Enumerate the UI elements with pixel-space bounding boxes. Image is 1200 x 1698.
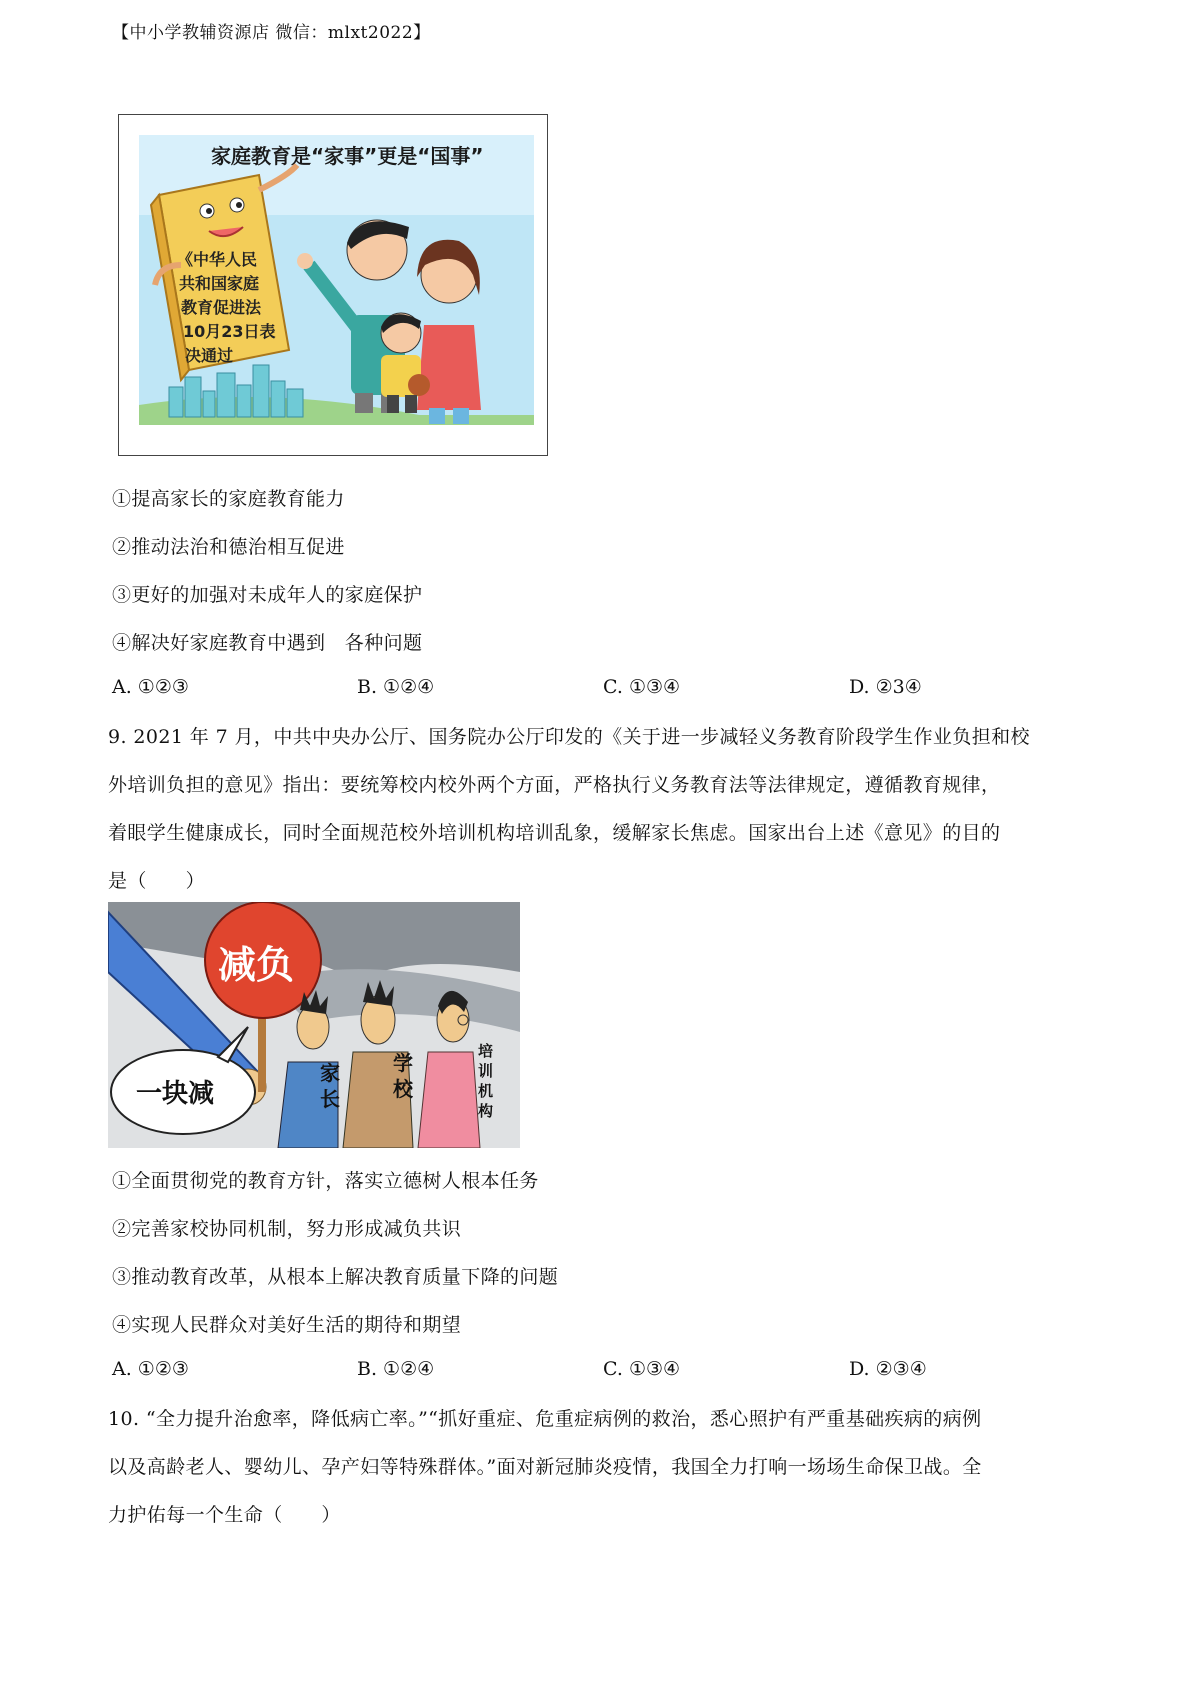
q9-statement-4: ④实现人民群众对美好生活的期待和期望	[112, 1314, 462, 1336]
book-line-1: 《中华人民	[177, 250, 258, 269]
q8-option-c[interactable]: C. ①③④	[603, 676, 681, 698]
book-line-3: 教育促进法	[181, 298, 262, 317]
q9-stem-line-4: 是（ ）	[108, 870, 206, 892]
q9-stem-line-2: 外培训负担的意见》指出：要统筹校内校外两个方面，严格执行义务教育法等法律规定，遵循教育规律，	[108, 774, 1001, 796]
q8-option-b[interactable]: B. ①②④	[357, 676, 435, 698]
q8-option-d[interactable]: D. ②3④	[849, 676, 922, 698]
book-line-5: 决通过	[185, 346, 234, 365]
q9-option-c[interactable]: C. ①③④	[603, 1358, 681, 1380]
label-training-4: 构	[478, 1102, 494, 1120]
q8-statement-1: ①提高家长的家庭教育能力	[112, 488, 345, 510]
label-school-2: 校	[393, 1077, 413, 1101]
label-parent-2: 长	[320, 1087, 340, 1111]
book-line-4: 10月23日表	[183, 322, 276, 341]
q8-statement-4: ④解决好家庭教育中遇到 各种问题	[112, 632, 423, 654]
cartoon-title: 家庭教育是“家事”更是“国事”	[211, 144, 484, 168]
q9-option-b[interactable]: B. ①②④	[357, 1358, 435, 1380]
family-education-cartoon	[118, 114, 548, 456]
label-training-2: 训	[478, 1062, 494, 1080]
q9-stem-line-1: 9. 2021 年 7 月，中共中央办公厅、国务院办公厅印发的《关于进一步减轻义务教育阶段学生作业负担和校	[108, 726, 1030, 748]
label-parent-1: 家	[320, 1061, 340, 1085]
page-header: 【中小学教辅资源店 微信：mlxt2022】	[112, 23, 431, 43]
q9-stem-line-3: 着眼学生健康成长，同时全面规范校外培训机构培训乱象，缓解家长焦虑。国家出台上述《意见》的目的	[108, 822, 1001, 844]
q10-stem-line-3: 力护佑每一个生命（ ）	[108, 1504, 341, 1526]
mother-figure	[417, 240, 481, 424]
q8-option-a[interactable]: A. ①②③	[112, 676, 189, 698]
label-training-3: 机	[478, 1082, 494, 1100]
sign-text: 减负	[218, 943, 295, 987]
q9-statement-3: ③推动教育改革，从根本上解决教育质量下降的问题	[112, 1266, 559, 1288]
label-school-1: 学	[393, 1051, 413, 1075]
q10-stem-line-1: 10. “全力提升治愈率，降低病亡率。”“抓好重症、危重症病例的救治，悉心照护有严重基础疾病的病例	[108, 1408, 982, 1430]
burden-reduction-cartoon	[108, 902, 520, 1148]
q9-option-d[interactable]: D. ②③④	[849, 1358, 927, 1380]
q9-statement-1: ①全面贯彻党的教育方针，落实立德树人根本任务	[112, 1170, 539, 1192]
book-line-2: 共和国家庭	[179, 274, 260, 293]
q9-statement-2: ②完善家校协同机制，努力形成减负共识	[112, 1218, 462, 1240]
q10-stem-line-2: 以及高龄老人、婴幼儿、孕产妇等特殊群体。”面对新冠肺炎疫情，我国全力打响一场场生命保卫战。全	[108, 1456, 982, 1478]
q8-statement-2: ②推动法治和德治相互促进	[112, 536, 345, 558]
label-training-1: 培	[478, 1042, 494, 1060]
q9-option-a[interactable]: A. ①②③	[112, 1358, 189, 1380]
q8-statement-3: ③更好的加强对未成年人的家庭保护	[112, 584, 423, 606]
speech-bubble-text: 一块减	[136, 1079, 215, 1109]
